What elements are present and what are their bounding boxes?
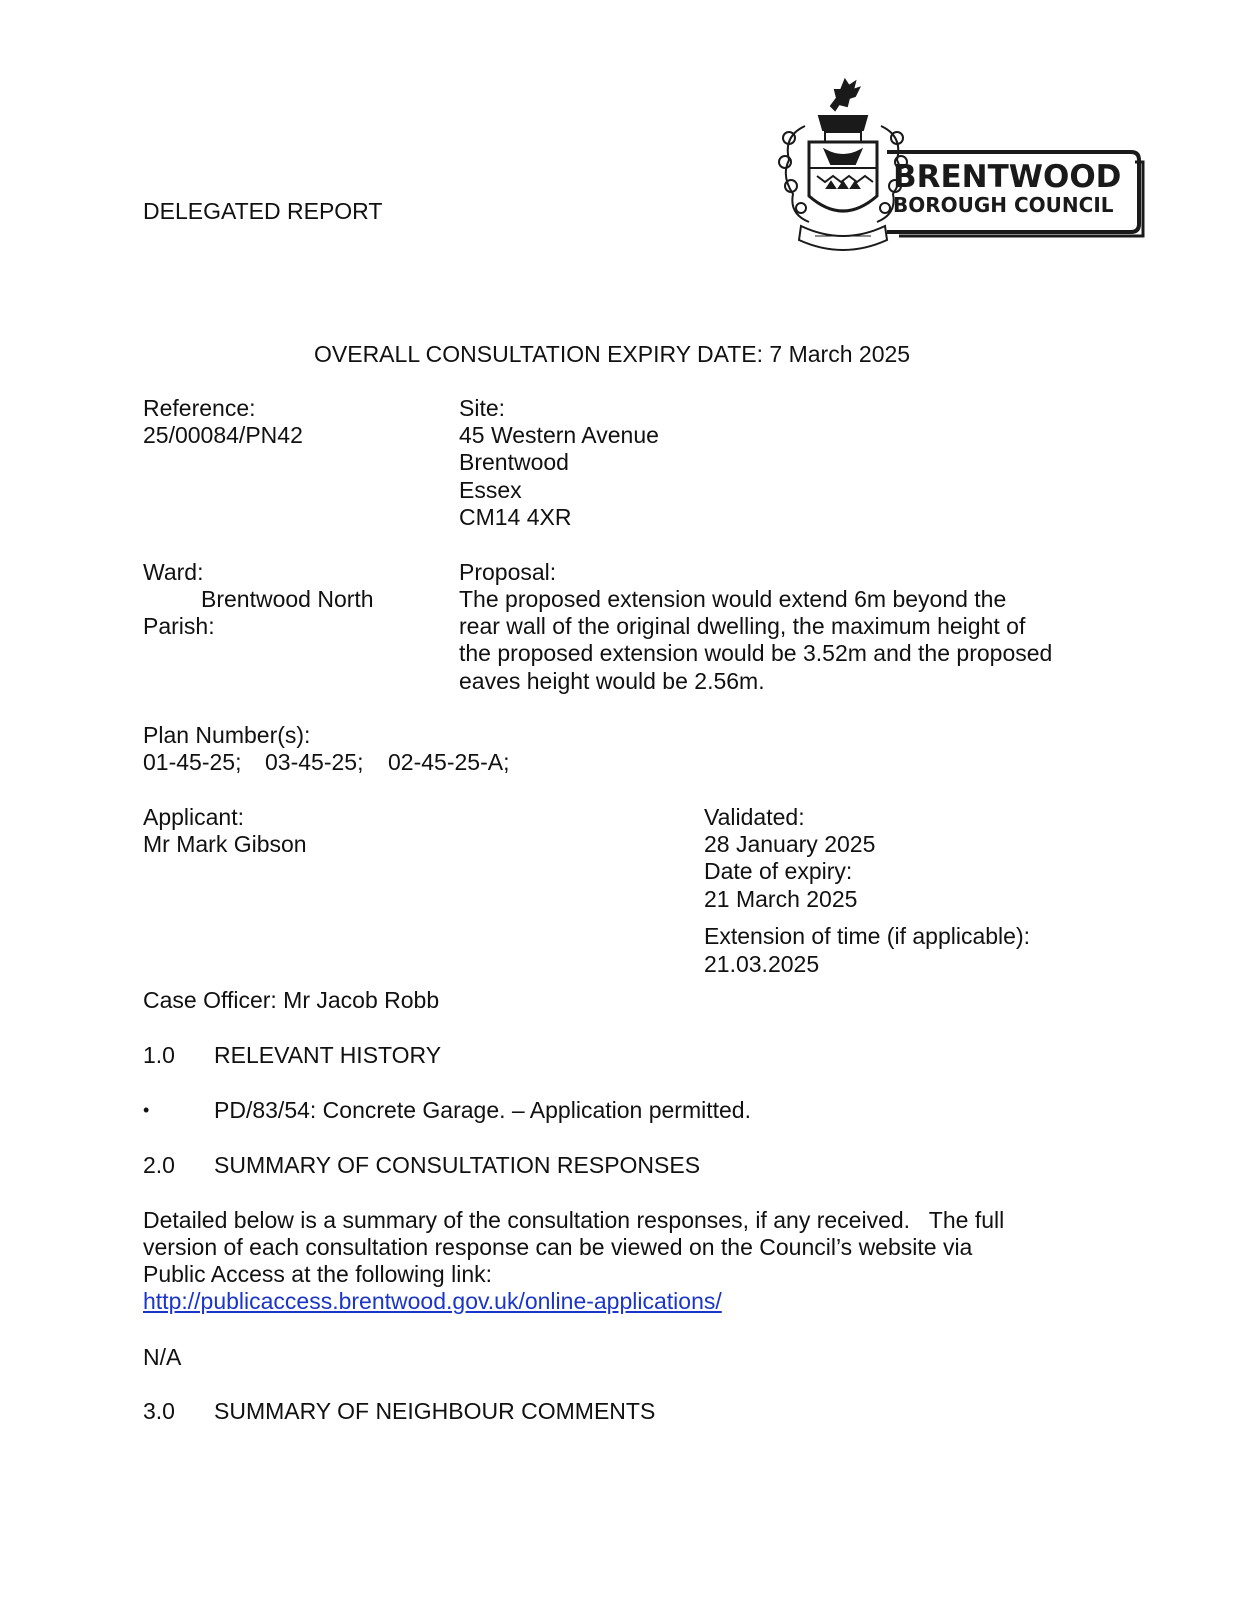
council-logo	[775, 76, 1147, 258]
site-line: CM14 4XR	[459, 504, 572, 530]
proposal-label: Proposal:	[459, 559, 557, 585]
validated-value: 28 January 2025	[704, 831, 876, 857]
validated-label: Validated:	[704, 804, 805, 830]
section-title: SUMMARY OF NEIGHBOUR COMMENTS	[214, 1398, 656, 1424]
section-title: RELEVANT HISTORY	[214, 1042, 442, 1068]
proposal-line: The proposed extension would extend 6m beyond the	[459, 586, 1007, 612]
ward-label: Ward:	[143, 559, 204, 585]
plan-number: 01-45-25;	[143, 749, 242, 775]
reference-value: 25/00084/PN42	[143, 422, 303, 448]
consultation-result: N/A	[143, 1344, 182, 1370]
plan-numbers-label: Plan Number(s):	[143, 722, 311, 748]
ward-value: Brentwood North	[201, 586, 374, 612]
case-officer: Case Officer: Mr Jacob Robb	[143, 987, 440, 1013]
history-item: PD/83/54: Concrete Garage. – Application permitted.	[214, 1097, 751, 1123]
plan-number: 03-45-25;	[265, 749, 364, 775]
site-line: Essex	[459, 477, 522, 503]
consultation-expiry: OVERALL CONSULTATION EXPIRY DATE: 7 March 2025	[314, 341, 911, 367]
public-access-link[interactable]: http://publicaccess.brentwood.gov.uk/online-applications/	[143, 1288, 722, 1314]
proposal-line: eaves height would be 2.56m.	[459, 668, 765, 694]
parish-label: Parish:	[143, 613, 215, 639]
consultation-text-line: Detailed below is a summary of the consultation responses, if any received. The full	[143, 1207, 1005, 1233]
date-of-expiry-value: 21 March 2025	[704, 886, 858, 912]
date-of-expiry-label: Date of expiry:	[704, 858, 853, 884]
consultation-text-line: Public Access at the following link:	[143, 1261, 493, 1287]
section-number: 3.0	[143, 1398, 175, 1424]
section-number: 1.0	[143, 1042, 175, 1068]
proposal-line: the proposed extension would be 3.52m and the proposed	[459, 640, 1053, 666]
section-title: SUMMARY OF CONSULTATION RESPONSES	[214, 1152, 701, 1178]
applicant-label: Applicant:	[143, 804, 245, 830]
site-label: Site:	[459, 395, 506, 421]
reference-label: Reference:	[143, 395, 256, 421]
plan-number: 02-45-25-A;	[388, 749, 510, 775]
report-title: DELEGATED REPORT	[143, 198, 383, 224]
logo-name-line1: BRENTWOOD	[893, 159, 1122, 195]
site-line: Brentwood	[459, 449, 569, 475]
consultation-text-line: version of each consultation response can be viewed on the Council’s website via	[143, 1234, 973, 1260]
proposal-line: rear wall of the original dwelling, the maximum height of	[459, 613, 1026, 639]
extension-of-time-label: Extension of time (if applicable):	[704, 923, 1030, 949]
bullet-icon: •	[143, 1100, 150, 1120]
site-line: 45 Western Avenue	[459, 422, 659, 448]
council-crest-icon	[779, 80, 907, 250]
extension-of-time-value: 21.03.2025	[704, 951, 820, 977]
section-number: 2.0	[143, 1152, 175, 1178]
applicant-value: Mr Mark Gibson	[143, 831, 307, 857]
logo-name-line2: BOROUGH COUNCIL	[893, 193, 1114, 217]
